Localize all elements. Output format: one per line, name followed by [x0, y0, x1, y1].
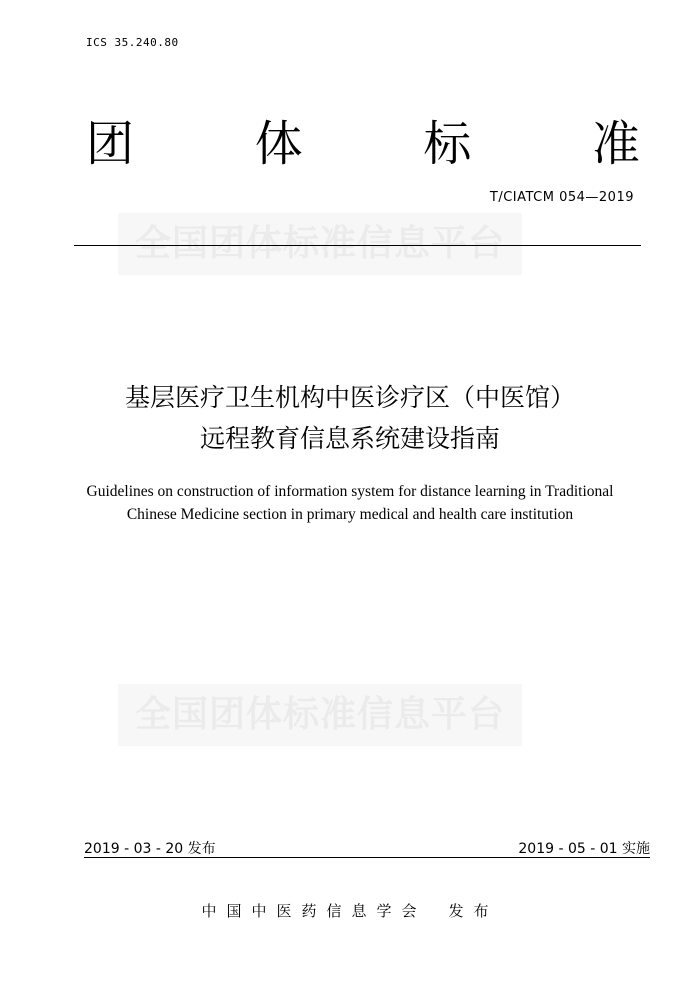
standard-number: T/CIATCM 054—2019	[489, 190, 634, 205]
title-char-3: 标	[423, 116, 472, 172]
english-title-line-1: Guidelines on construction of information system for distance learning in Traditional	[86, 483, 614, 500]
chinese-title-line-1: 基层医疗卫生机构中医诊疗区（中医馆）	[124, 383, 575, 412]
publisher-action: 发布	[448, 902, 499, 920]
header-divider	[74, 245, 641, 246]
publish-date: 2019 - 03 - 20 发布	[84, 841, 216, 857]
watermark-bottom: 全国团体标准信息平台	[118, 684, 522, 746]
english-title-line-2: Chinese Medicine section in primary medical and health care institution	[126, 506, 574, 523]
publisher-organization: 中国中医药信息学会	[201, 902, 427, 920]
title-char-2: 体	[254, 116, 303, 172]
title-char-4: 准	[591, 116, 640, 172]
publisher-line	[0, 900, 700, 921]
standard-type-title	[86, 112, 640, 176]
watermark-top: 全国团体标准信息平台	[118, 213, 522, 275]
chinese-title-line-2: 远程教育信息系统建设指南	[199, 424, 500, 453]
title-char-1: 团	[86, 116, 135, 172]
footer-divider	[84, 857, 650, 858]
ics-code: ICS 35.240.80	[86, 36, 179, 49]
implement-date: 2019 - 05 - 01 实施	[518, 841, 650, 857]
